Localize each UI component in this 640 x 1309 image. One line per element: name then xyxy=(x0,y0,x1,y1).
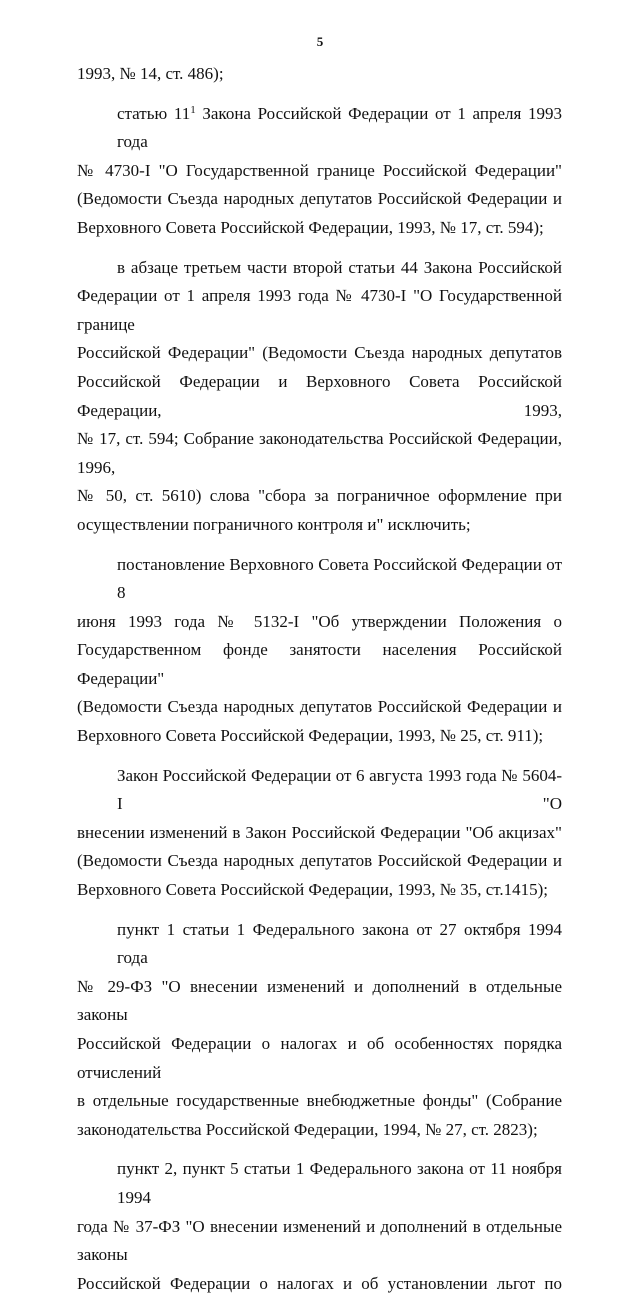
document-body xyxy=(77,60,562,1309)
text-line: 1993, № 14, ст. 486); xyxy=(77,64,224,83)
text-line: осуществлении пограничного контроля и" исключить; xyxy=(77,514,471,534)
paragraph xyxy=(77,1155,562,1298)
text-line: Государственном фонде занятости населения Российской Федерации" xyxy=(77,640,562,688)
superscript: 1 xyxy=(190,103,196,116)
text-line: № 50, ст. 5610) слова "сбора за пограничное оформление при xyxy=(77,486,562,506)
text-line: июня 1993 года № 5132-I "Об утверждении Положения о xyxy=(77,611,562,631)
text-line: Закон Российской Федерации от 6 августа 1993 года № 5604-I "О xyxy=(117,765,562,814)
page-number: 5 xyxy=(316,34,324,49)
text-line: Российской Федерации о налогах и об установлении льгот по xyxy=(77,1273,562,1293)
paragraph xyxy=(77,762,562,905)
paragraph xyxy=(77,100,562,243)
text-line: законодательства Российской Федерации, 1994, № 27, ст. 2823); xyxy=(77,1119,538,1139)
text-line: № 4730-I "О Государственной границе Российской Федерации" xyxy=(77,160,562,180)
text-line: постановление Верховного Совета Российской Федерации от 8 xyxy=(117,554,562,603)
text-line: (Ведомости Съезда народных депутатов Российской Федерации и xyxy=(77,697,562,717)
paragraph xyxy=(77,916,562,1145)
text-line: № 29-ФЗ "О внесении изменений и дополнений в отдельные законы xyxy=(77,976,562,1025)
text-line: № 17, ст. 594; Собрание законодательства Российской Федерации, 1996, xyxy=(77,429,562,477)
text-line: пункт 2, пункт 5 статьи 1 Федерального закона от 11 ноября 1994 xyxy=(117,1159,562,1207)
text-line: Верховного Совета Российской Федерации, 1993, № 25, ст. 911); xyxy=(77,726,544,746)
text-line: Российской Федерации о налогах и об особенностях порядка отчислений xyxy=(77,1034,562,1082)
text-line: внесении изменений в Закон Российской Федерации "Об акцизах" xyxy=(77,822,562,842)
text-line: Верховного Совета Российской Федерации, 1993, № 35, ст.1415); xyxy=(77,880,549,900)
text-line: пункт 1 статьи 1 Федерального закона от 27 октября 1994 года xyxy=(117,919,562,968)
text-line: статью $11^1$ Закона Российской Федерации от 1 апреля 1993 года xyxy=(117,103,562,152)
text-line: в отдельные государственные внебюджетные фонды" (Собрание xyxy=(77,1091,562,1111)
text-line: (Ведомости Съезда народных депутатов Российской Федерации и xyxy=(77,189,562,209)
text-line: (Ведомости Съезда народных депутатов Российской Федерации и xyxy=(77,851,562,871)
text-line: Российской Федерации" (Ведомости Съезда народных депутатов xyxy=(77,343,562,363)
text-line: Верховного Совета Российской Федерации, 1993, № 17, ст. 594); xyxy=(77,217,544,237)
paragraph xyxy=(77,551,562,751)
text-line: Федерации от 1 апреля 1993 года № 4730-I "О Государственной границе xyxy=(77,286,562,334)
paragraph xyxy=(77,60,562,89)
text-line: года № 37-ФЗ "О внесении изменений и дополнений в отдельные законы xyxy=(77,1216,562,1265)
text-line: Российской Федерации и Верховного Совета Российской Федерации, 1993, xyxy=(77,371,562,420)
text-line: в абзаце третьем части второй статьи 44 Закона Российской xyxy=(117,257,562,277)
paragraph xyxy=(77,254,562,540)
